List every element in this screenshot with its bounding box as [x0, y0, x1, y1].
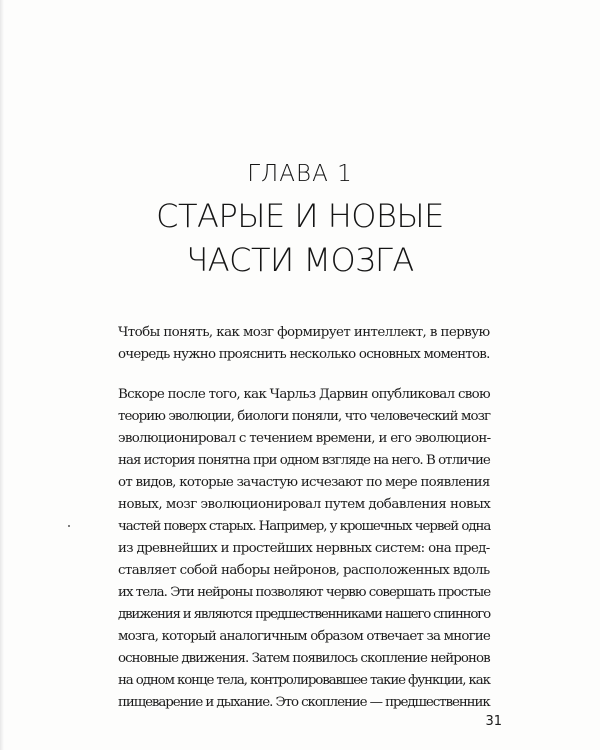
text-line: Вскоре после того, как Чарльз Дарвин опубликовал свою: [118, 387, 490, 402]
chapter-title-line-2: ЧАСТИ МОЗГА: [186, 241, 414, 279]
text-line: очередь нужно прояснить несколько основных моментов.: [118, 347, 490, 362]
text-line: движения и являются предшественниками нашего спинного: [118, 607, 490, 622]
text-line: из древнейших и простейших нервных систем: она пред-: [118, 541, 490, 556]
text-line: пищеварение и дыхание. Это скопление — предшественник: [118, 695, 490, 710]
text-line: ная история понятна при одном взгляде на него. В отличие: [118, 453, 490, 468]
chapter-title-line-1: СТАРЫЕ И НОВЫЕ: [156, 197, 444, 235]
scan-speck: [68, 525, 70, 527]
text-line: их тела. Эти нейроны позволяют червю совершать простые: [118, 585, 491, 600]
paragraph-1: [118, 322, 490, 366]
text-line: Чтобы понять, как мозг формирует интеллект, в первую: [118, 325, 490, 340]
page-number: 31: [485, 714, 502, 729]
text-line: от видов, которые зачастую исчезают по мере появления: [118, 475, 490, 490]
text-line: основные движения. Затем появилось скопление нейронов: [118, 651, 490, 666]
text-line: теорию эволюции, биологи поняли, что человеческий мозг: [118, 409, 491, 424]
text-line: новых, мозг эволюционировал путем добавления новых: [118, 497, 491, 512]
text-line: на одном конце тела, контролировавшее такие функции, как: [118, 673, 490, 688]
chapter-label: ГЛАВА 1: [247, 161, 353, 187]
text-line: мозга, который аналогичным образом отвечает за многие: [118, 629, 490, 644]
scan-edge-shadow: [0, 0, 4, 750]
text-line: эволюционировал с течением времени, и его эволюцион-: [118, 431, 491, 446]
text-line: частей поверх старых. Например, у крошечных червей одна: [118, 519, 491, 534]
paragraph-2: [118, 384, 490, 714]
text-line: ставляет собой наборы нейронов, расположенных вдоль: [118, 563, 490, 578]
